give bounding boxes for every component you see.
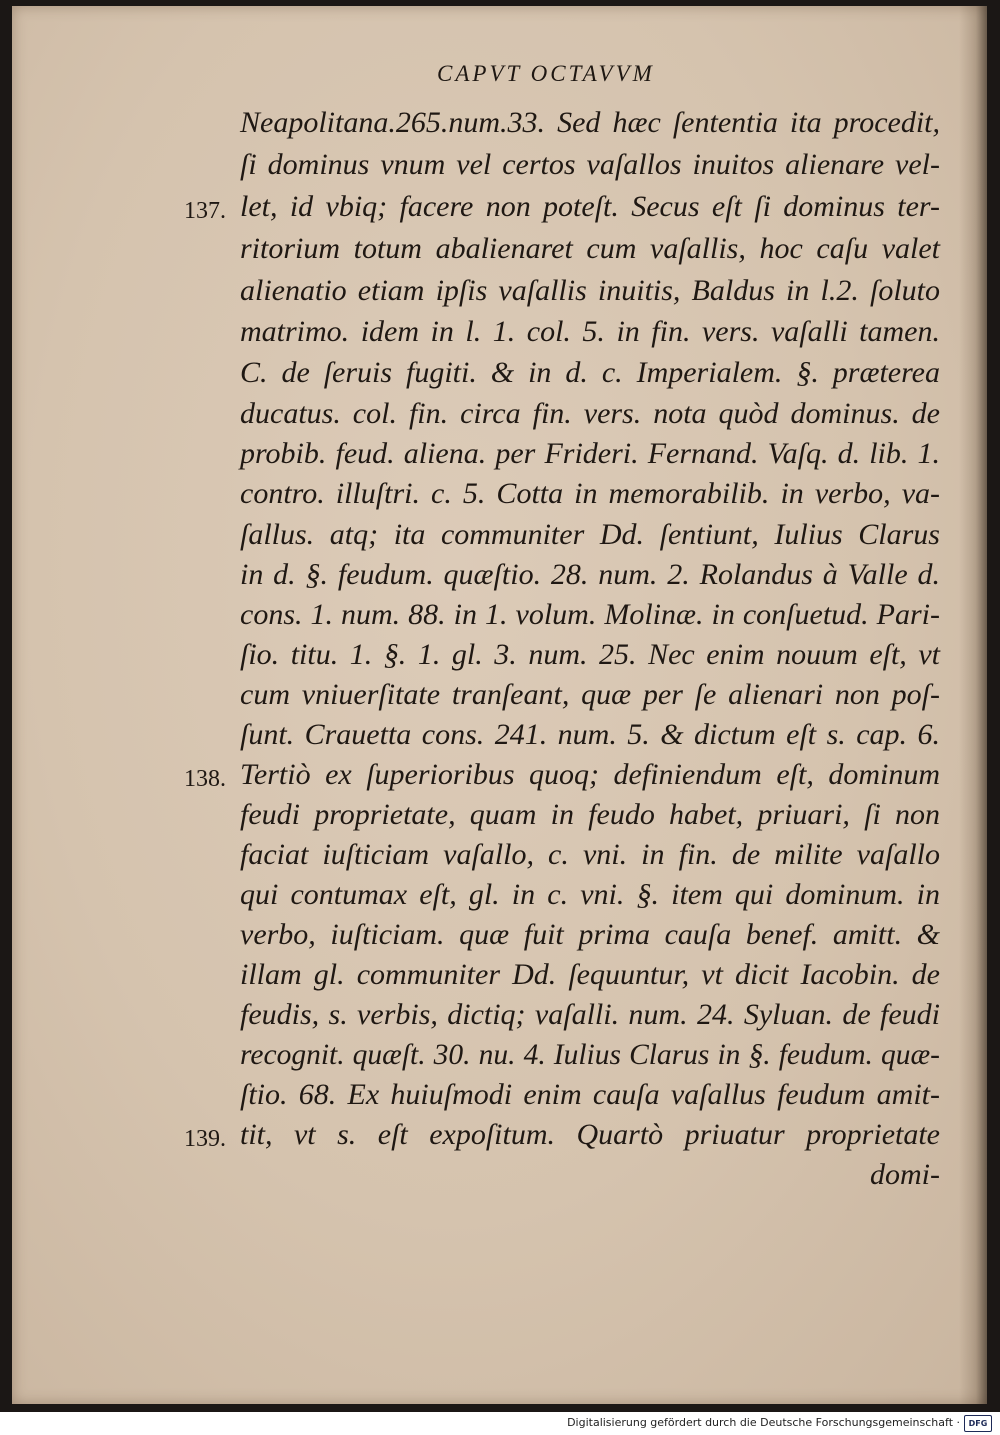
text-line-20: qui contumax eſt, gl. in c. vni. §. item qui dominum. in xyxy=(240,878,940,911)
text-line-14: ſio. titu. 1. §. 1. gl. 3. num. 25. Nec enim nouum eſt, vt xyxy=(240,638,940,671)
text-line-12: in d. §. feudum. quæſtio. 28. num. 2. Rolandus à Valle d. xyxy=(240,558,940,591)
text-line-13: cons. 1. num. 88. in 1. volum. Molinæ. in conſuetud. Pari- xyxy=(240,598,940,631)
dfg-logo-icon: DFG xyxy=(964,1415,992,1432)
text-line-7: C. de ſeruis fugiti. & in d. c. Imperialem. §. præterea xyxy=(240,356,940,389)
text-line-9: probib. feud. aliena. per Frideri. Fernand. Vaſq. d. lib. 1. xyxy=(240,437,940,470)
margin-note-139: 139. xyxy=(184,1126,226,1152)
text-line-15: cum vniuerſitate tranſeant, quæ per ſe alienari non poſ- xyxy=(240,678,940,711)
running-head: CAPVT OCTAVVM xyxy=(437,61,655,86)
catchword: domi- xyxy=(870,1158,940,1191)
text-line-18: feudi proprietate, quam in feudo habet, priuari, ſi non xyxy=(240,798,940,831)
text-line-23: feudis, s. verbis, dictiq; vaſalli. num. 24. Syluan. de feudi xyxy=(240,998,940,1031)
text-line-6: matrimo. idem in l. 1. col. 5. in fin. vers. vaſalli tamen. xyxy=(240,315,940,348)
text-line-17: Tertiò ex ſuperioribus quoq; definiendum eſt, dominum xyxy=(240,758,940,791)
text-line-2: ſi dominus vnum vel certos vaſallos inuitos alienare vel- xyxy=(240,148,940,181)
text-line-8: ducatus. col. fin. circa fin. vers. nota quòd dominus. de xyxy=(240,397,940,430)
text-line-10: contro. illuſtri. c. 5. Cotta in memorabilib. in verbo, va- xyxy=(240,477,940,510)
text-line-4: ritorium totum abalienaret cum vaſallis, hoc caſu valet xyxy=(240,232,940,265)
text-line-1: Neapolitana.265.num.33. Sed hæc ſententia ita procedit, xyxy=(240,106,940,139)
text-block xyxy=(12,6,987,1404)
text-line-5: alienatio etiam ipſis vaſallis inuitis, Baldus in l.2. ſoluto xyxy=(240,274,940,307)
book-page xyxy=(12,6,987,1404)
text-line-22: illam gl. communiter Dd. ſequuntur, vt dicit Iacobin. de xyxy=(240,958,940,991)
text-line-19: faciat iuſticiam vaſallo, c. vni. in fin. de milite vaſallo xyxy=(240,838,940,871)
text-line-21: verbo, iuſticiam. quæ fuit prima cauſa benef. amitt. & xyxy=(240,918,940,951)
text-line-24: recognit. quæſt. 30. nu. 4. Iulius Clarus in §. feudum. quæ- xyxy=(240,1039,940,1071)
text-line-3: let, id vbiq; facere non poteſt. Secus eſt ſi dominus ter- xyxy=(240,190,940,223)
text-line-11: ſallus. atq; ita communiter Dd. ſentiunt, Iulius Clarus xyxy=(240,518,940,551)
footer-bar xyxy=(0,1412,1000,1435)
margin-note-137: 137. xyxy=(184,198,226,224)
footer-credit: Digitalisierung gefördert durch die Deutsche Forschungsgemeinschaft · xyxy=(567,1416,960,1429)
text-line-25: ſtio. 68. Ex huiuſmodi enim cauſa vaſallus feudum amit- xyxy=(240,1078,940,1111)
text-line-16: ſunt. Crauetta cons. 241. num. 5. & dictum eſt s. cap. 6. xyxy=(240,718,940,751)
margin-note-138: 138. xyxy=(184,766,226,792)
text-line-26: tit, vt s. eſt expoſitum. Quartò priuatur proprietate xyxy=(240,1118,940,1151)
